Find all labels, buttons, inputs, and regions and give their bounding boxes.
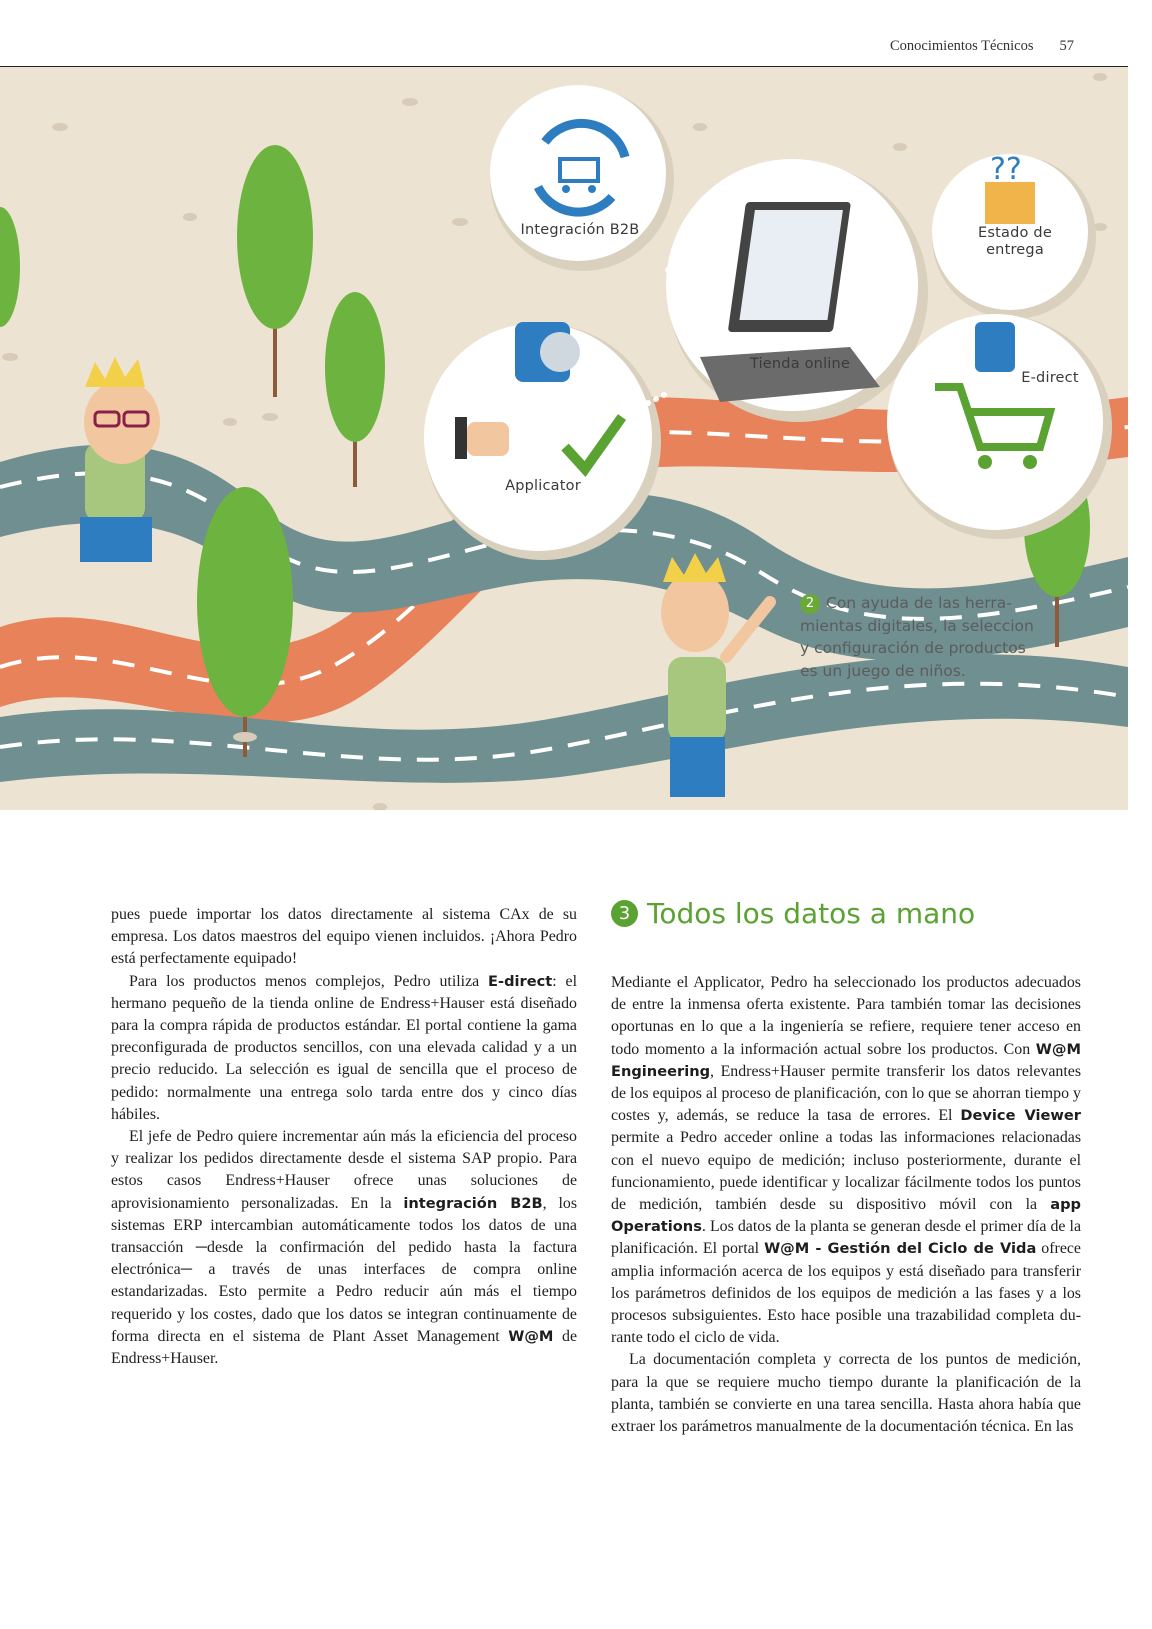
bubble-applicator bbox=[424, 322, 661, 560]
page-number: 57 bbox=[1059, 38, 1074, 54]
left-paragraph-3 bbox=[111, 1126, 577, 1370]
left-column bbox=[111, 904, 577, 1370]
label-e-direct: E-direct bbox=[1021, 370, 1079, 386]
right-paragraph-1 bbox=[611, 972, 1081, 1349]
caption-line2: mientas digitales, la seleccion bbox=[800, 616, 1034, 635]
text-run: , Endress+Hauser permite transferir los datos relevantes de los equipos al proceso de planificación, con lo que se ahorran tiempo y costes y, además, se reduce la tasa de errores. El bbox=[611, 1062, 1081, 1125]
bold-term-e-direct: E-direct bbox=[488, 972, 553, 990]
illustration-art bbox=[0, 67, 1128, 810]
bold-term-wam-engineering: W@M Engineering bbox=[611, 1040, 1081, 1080]
text-run: Mediante el Applicator, Pedro ha seleccionado los productos adecuados de entre la inmensa oferta existente. Para también tomar las decisiones oportunas en lo que a la ingeniería se refiere, requiere tener acceso en todo momento a la información actual sobre los productos. Con bbox=[611, 974, 1081, 1058]
bold-term-integracion-b2b: integración B2B bbox=[403, 1194, 543, 1212]
right-paragraph-2: La documentación completa y correcta de los puntos de medición, para la que se requiere mucho tiempo durante la planificación de la planta, también se convierte en una tarea sencilla. Hasta ahora había que extraer los parámetros manualmente de la documentación técnica. En las bbox=[611, 1351, 1081, 1436]
caption-line1: Con ayuda de las herra- bbox=[826, 594, 1012, 612]
caption-line4: es un juego de niños. bbox=[800, 661, 966, 680]
right-column bbox=[611, 972, 1081, 1438]
section-heading bbox=[611, 897, 975, 930]
caption-number-badge: 2 bbox=[800, 594, 820, 614]
label-tienda-online: Tienda online bbox=[749, 356, 851, 372]
text-run: . Los datos de la planta se generan desde el primer día de la planificación. El portal bbox=[611, 1218, 1081, 1258]
illustration-caption bbox=[800, 592, 1040, 682]
running-head bbox=[890, 38, 1074, 55]
label-estado-entrega bbox=[965, 225, 1065, 259]
text-run: Para los productos menos complejos, Pedro utiliza bbox=[129, 972, 489, 990]
bubble-edirect bbox=[887, 314, 1112, 539]
text-run: El jefe de Pedro quiere incrementar aún más la eficiencia del proceso y realizar los pedidos directamente desde el sistema SAP propio. Para estos casos Endress+Hauser ofrece unas soluciones de aprovisionamiento personalizadas. En la bbox=[111, 1128, 577, 1212]
section-name: Conocimientos Técnicos bbox=[890, 38, 1034, 54]
label-estado-line2: entrega bbox=[986, 242, 1044, 258]
bold-term-wam: W@M bbox=[508, 1327, 554, 1345]
text-run: : el hermano pequeño de la tienda online de Endress+Hauser está diseñado para la compra rápida de productos estándar. El portal contiene la gama preconfigurada de productos sencillos, con una elevada calidad y a un precio reducido. La selección es igual de sencilla que el proceso de pedido: normalmente una entrega solo tarda entre dos y cinco días hábiles. bbox=[111, 972, 577, 1123]
text-run: ofrece amplia información acerca de los equipos y está diseñado para transferir los parámetros definidos de los equipos de medición a las fases y a los procesos subsiguientes. Esto hace posible una trazabilidad completa durante todo el ciclo de vida. bbox=[611, 1240, 1081, 1347]
illustration bbox=[0, 67, 1128, 810]
svg-text:??: ?? bbox=[990, 152, 1022, 187]
text-run: de Endress+Hauser. bbox=[111, 1327, 577, 1368]
section-number-badge: 3 bbox=[611, 900, 638, 927]
left-paragraph-2 bbox=[111, 971, 577, 1126]
bold-term-device-viewer: Device Viewer bbox=[960, 1107, 1081, 1125]
bold-term-wam-lifecycle: W@M - Gestión del Ciclo de Vida bbox=[764, 1240, 1037, 1258]
caption-line3: y configuración de productos bbox=[800, 639, 1026, 657]
label-estado-line1: Estado de bbox=[978, 225, 1052, 241]
label-integracion-b2b: Integración B2B bbox=[520, 222, 640, 238]
section-title: Todos los datos a mano bbox=[647, 897, 976, 930]
bold-term-app-operations: app Operations bbox=[611, 1196, 1081, 1236]
text-run: , los sistemas ERP intercambian automáticamente todos los datos de una transacción ─desde la confirmación del pedido hasta la factura electrónica─ a través de unas interfaces de compra online estandarizadas. Esto permite a Pedro reducir aún más el tiempo requerido y los costes, dado que los datos se integran continuamente de forma directa en el sistema de Plant Asset Management bbox=[111, 1194, 577, 1345]
text-run: permite a Pedro acceder online a todas las informaciones relacionadas con el nuevo equipo de medición; incluso posteriormente, durante el funcionamiento, puede identificar y localizar fácilmente todos los puntos de medición, también desde su dispositivo móvil con la bbox=[611, 1129, 1081, 1214]
left-paragraph-1: pues puede importar los datos directamente al sistema CAx de su empresa. Los datos maestros del equipo vienen incluidos. ¡Ahora Pedro está perfectamente equipado! bbox=[111, 906, 577, 968]
label-applicator: Applicator bbox=[505, 478, 581, 494]
